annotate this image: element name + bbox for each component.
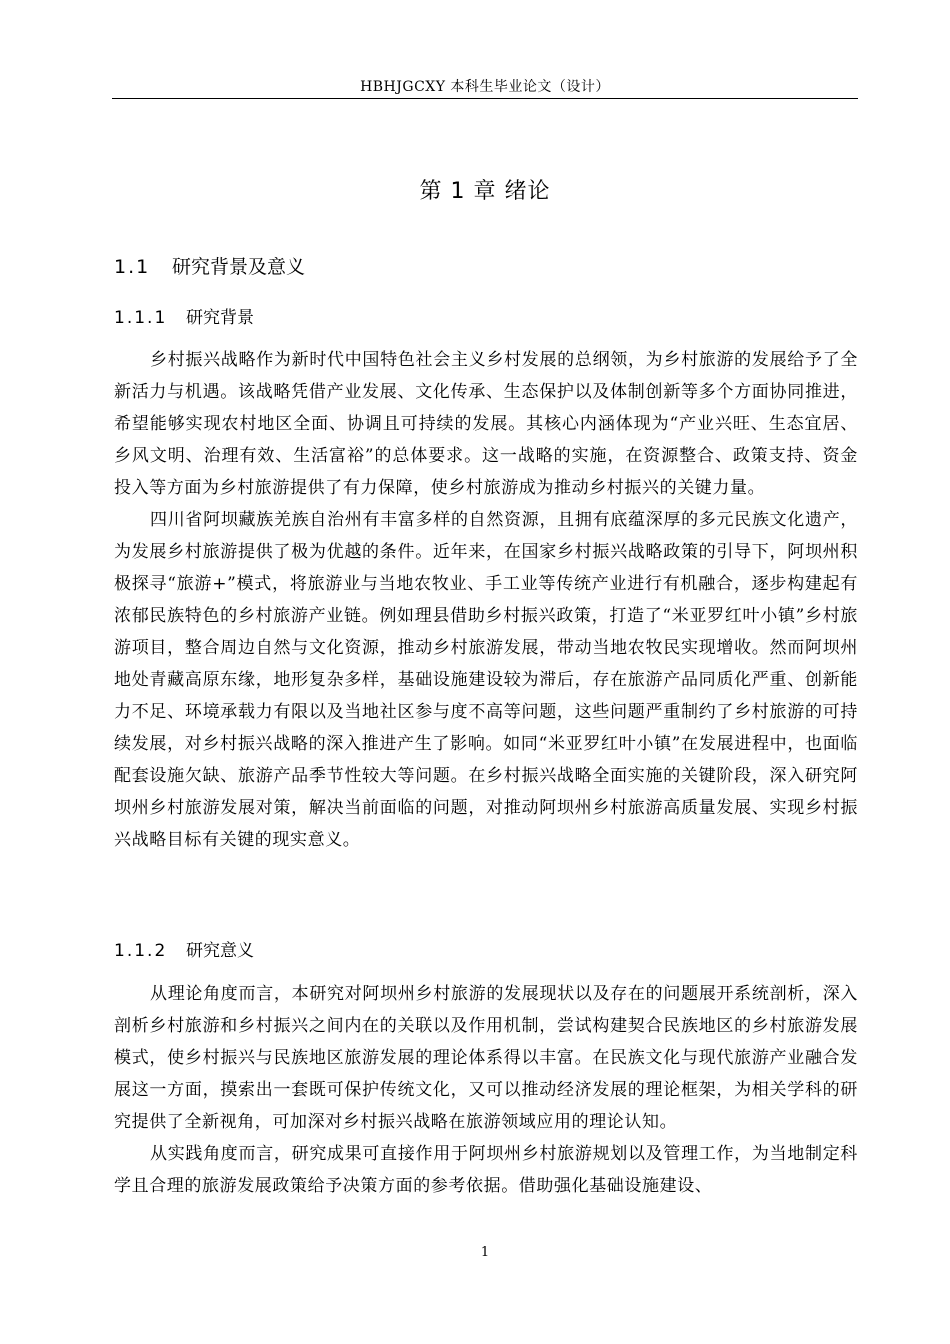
research-background-body xyxy=(114,344,858,856)
header-rule xyxy=(112,98,858,99)
research-significance-body xyxy=(114,978,858,1202)
subsection-heading-1-1-1 xyxy=(114,306,254,330)
paragraph: 乡村振兴战略作为新时代中国特色社会主义乡村发展的总纲领，为乡村旅游的发展给予了全新活力与机遇。该战略凭借产业发展、文化传承、生态保护以及体制创新等多个方面协同推进，希望能够实现农村地区全面、协调且可持续的发展。其核心内涵体现为“产业兴旺、生态宜居、乡风文明、治理有效、生活富裕”的总体要求。这一战略的实施，在资源整合、政策支持、资金投入等方面为乡村旅游提供了有力保障，使乡村旅游成为推动乡村振兴的关键力量。 xyxy=(114,350,858,498)
chapter-title: 第 1 章 绪论 xyxy=(419,179,551,204)
paragraph: 从理论角度而言，本研究对阿坝州乡村旅游的发展现状以及存在的问题展开系统剖析，深入剖析乡村旅游和乡村振兴之间内在的关联以及作用机制，尝试构建契合民族地区的乡村旅游发展模式，使乡村振兴与民族地区旅游发展的理论体系得以丰富。在民族文化与现代旅游产业融合发展这一方面，摸索出一套既可保护传统文化，又可以推动经济发展的理论框架，为相关学科的研究提供了全新视角，可加深对乡村振兴战略在旅游领域应用的理论认知。 xyxy=(114,984,858,1132)
subsection-number: 1.1.2 xyxy=(114,941,168,961)
subsection-heading-1-1-2 xyxy=(114,939,254,963)
subsection-title: 研究背景 xyxy=(186,308,254,328)
section-number: 1.1 xyxy=(114,256,151,278)
running-header: HBHJGCXY 本科生毕业论文（设计） xyxy=(360,79,610,95)
section-title: 研究背景及意义 xyxy=(172,256,306,278)
section-heading-1-1 xyxy=(114,254,305,280)
subsection-number: 1.1.1 xyxy=(114,308,168,328)
subsection-title: 研究意义 xyxy=(186,941,254,961)
paragraph: 四川省阿坝藏族羌族自治州有丰富多样的自然资源，且拥有底蕴深厚的多元民族文化遗产，为发展乡村旅游提供了极为优越的条件。近年来，在国家乡村振兴战略政策的引导下，阿坝州积极探寻“旅游+”模式，将旅游业与当地农牧业、手工业等传统产业进行有机融合，逐步构建起有浓郁民族特色的乡村旅游产业链。例如理县借助乡村振兴政策，打造了“米亚罗红叶小镇”乡村旅游项目，整合周边自然与文化资源，推动乡村旅游发展，带动当地农牧民实现增收。然而阿坝州地处青藏高原东缘，地形复杂多样，基础设施建设较为滞后，存在旅游产品同质化严重、创新能力不足、环境承载力有限以及当地社区参与度不高等问题，这些问题严重制约了乡村旅游的可持续发展，对乡村振兴战略的深入推进产生了影响。如同“米亚罗红叶小镇”在发展进程中，也面临配套设施欠缺、旅游产品季节性较大等问题。在乡村振兴战略全面实施的关键阶段，深入研究阿坝州乡村旅游发展对策，解决当前面临的问题，对推动阿坝州乡村旅游高质量发展、实现乡村振兴战略目标有关键的现实意义。 xyxy=(114,510,858,850)
page-number: 1 xyxy=(480,1245,490,1260)
paragraph: 从实践角度而言，研究成果可直接作用于阿坝州乡村旅游规划以及管理工作，为当地制定科学且合理的旅游发展政策给予决策方面的参考依据。借助强化基础设施建设、 xyxy=(114,1144,858,1196)
